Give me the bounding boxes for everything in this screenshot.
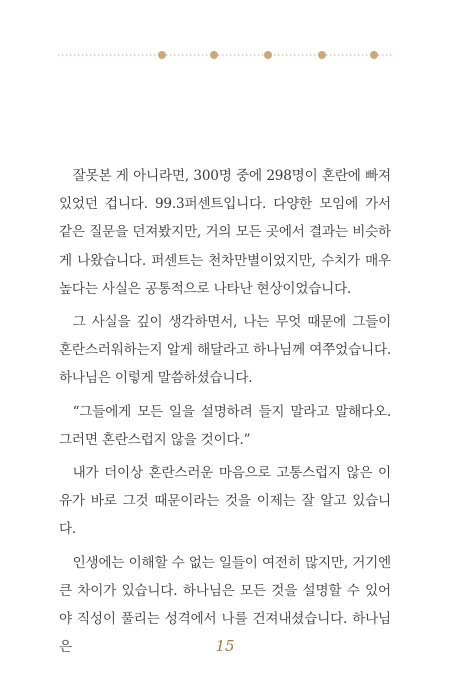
- page-number: 15: [215, 637, 235, 655]
- quote-paragraph: “그들에게 모든 일을 설명하려 들지 말라고 말해다오. 그러면 혼란스럽지 않을 것이다.”: [59, 403, 391, 448]
- body-text: [59, 162, 391, 666]
- paragraph: 내가 더이상 혼란스러운 마음으로 고통스럽지 않은 이유가 바로 그것 때문이라는 것을 이제는 잘 알고 있습니다.: [59, 465, 391, 538]
- paragraph: 그 사실을 깊이 생각하면서, 나는 무엇 때문에 그들이 혼란스러워하는지 알게 해달라고 하나님께 여쭈었습니다. 하나님은 이렇게 말씀하셨습니다.: [59, 314, 391, 387]
- paragraph: 인생에는 이해할 수 없는 일들이 여전히 많지만, 거기엔 큰 차이가 있습니다. 하나님은 모든 것을 설명할 수 있어야 직성이 풀리는 성격에서 나를 건져내셨습니다. 하나님은: [59, 554, 391, 656]
- dotted-ornament-divider: [58, 48, 392, 62]
- paragraph: 잘못본 게 아니라면, 300명 중에 298명이 혼란에 빠져 있었던 겁니다. 99.3퍼센트입니다. 다양한 모임에 가서 같은 질문을 던져봤지만, 거의 모든 곳에서 결과는 비슷하게 나왔습니다. 퍼센트는 천차만별이었지만, 수치가 매우 높다는 사실은 공통적으로 나타난 현상이었습니다.: [59, 168, 391, 297]
